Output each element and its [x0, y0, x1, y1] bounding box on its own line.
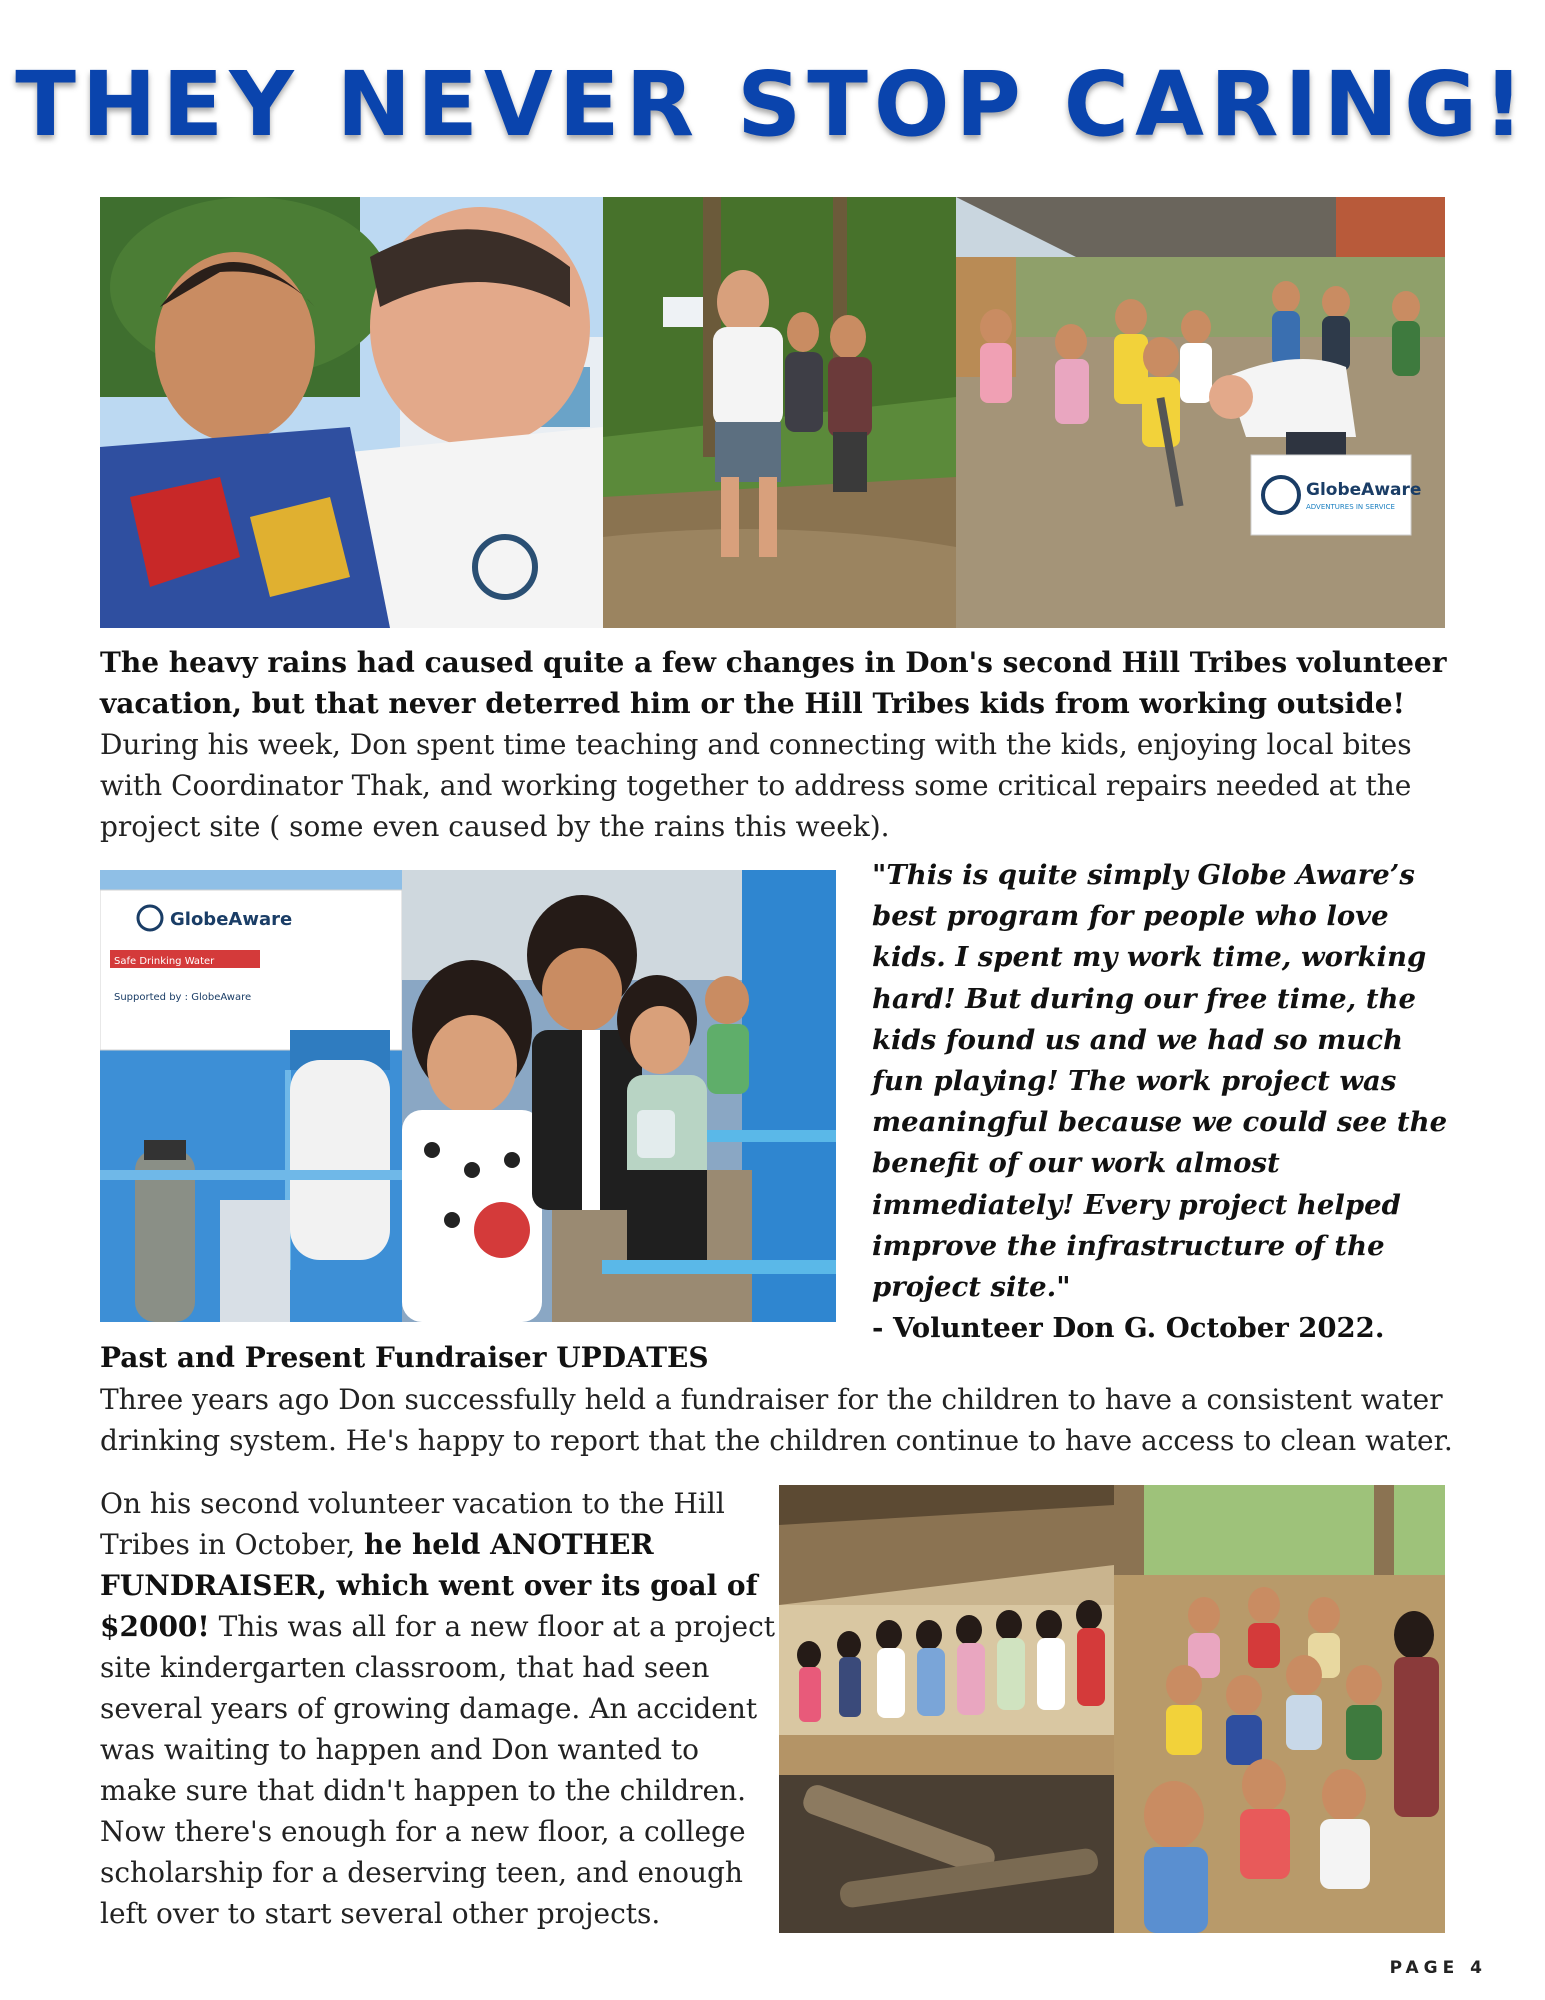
- water-sign-line2: Supported by : GlobeAware: [114, 992, 252, 1003]
- intro-bold-lead: The heavy rains had caused quite a few changes in Don's second Hill Tribes volunteer vacation, but that never deterred him or the Hill Tribes kids from working outside!: [100, 646, 1447, 720]
- volunteer-quote: [872, 855, 1452, 1349]
- fundraiser-paragraph: [100, 1483, 775, 1934]
- updates-heading: Past and Present Fundraiser UPDATES: [100, 1341, 709, 1374]
- photo-kids-at-water-taps: [402, 870, 836, 1322]
- photo-classroom-damaged-floor: [779, 1485, 1114, 1933]
- sign-brand: GlobeAware: [1306, 480, 1422, 500]
- photo-kids-shoveling-gravel: [956, 197, 1445, 628]
- fundraiser-rest: This was all for a new floor at a project site kindergarten classroom, that had seen several years of growing damage. An accident was waiting to happen and Don wanted to make sure that didn't happen to the children. Now there's enough for a new floor, a college scholarship for a deserving teen, and enough left over to start several other projects.: [100, 1610, 776, 1930]
- fundraiser-bold: he held ANOTHER FUNDRAISER, which went over its goal of $2000!: [100, 1528, 758, 1643]
- photo-water-filter-station: [100, 870, 402, 1322]
- updates-paragraph: Three years ago Don successfully held a fundraiser for the children to have a consistent water drinking system. He's happy to report that the children continue to have access to clean water.: [100, 1383, 1453, 1457]
- svg-text:GlobeAware: GlobeAware: [170, 909, 293, 930]
- sign-tagline: ADVENTURES IN SERVICE: [1306, 503, 1395, 511]
- intro-paragraph: [100, 642, 1452, 847]
- page-headline: THEY NEVER STOP CARING!: [15, 52, 1530, 156]
- page-number: PAGE 4: [1389, 1958, 1487, 1978]
- quote-text: "This is quite simply Globe Aware’s best program for people who love kids. I spent my work time, working hard! But during our free time, the kids found us and we had so much fun playing! The work project was meaningful because we could see the benefit of our work almost immediately! Every project helped improve the infrastructure of the project site.": [872, 859, 1448, 1304]
- photo-volunteers-in-mud: [603, 197, 956, 628]
- water-sign-line1: Safe Drinking Water: [114, 956, 215, 967]
- quote-author: - Volunteer Don G. October 2022.: [872, 1312, 1385, 1345]
- intro-rest: During his week, Don spent time teaching and connecting with the kids, enjoying local bites with Coordinator Thak, and working together to address some critical repairs needed at the project site ( some even caused by the rains this week).: [100, 728, 1412, 843]
- fundraiser-lead: On his second volunteer vacation to the Hill Tribes in October,: [100, 1487, 725, 1561]
- photo-volunteer-holding-boy: [100, 197, 603, 628]
- photo-kids-seated-on-floor: [1114, 1485, 1445, 1933]
